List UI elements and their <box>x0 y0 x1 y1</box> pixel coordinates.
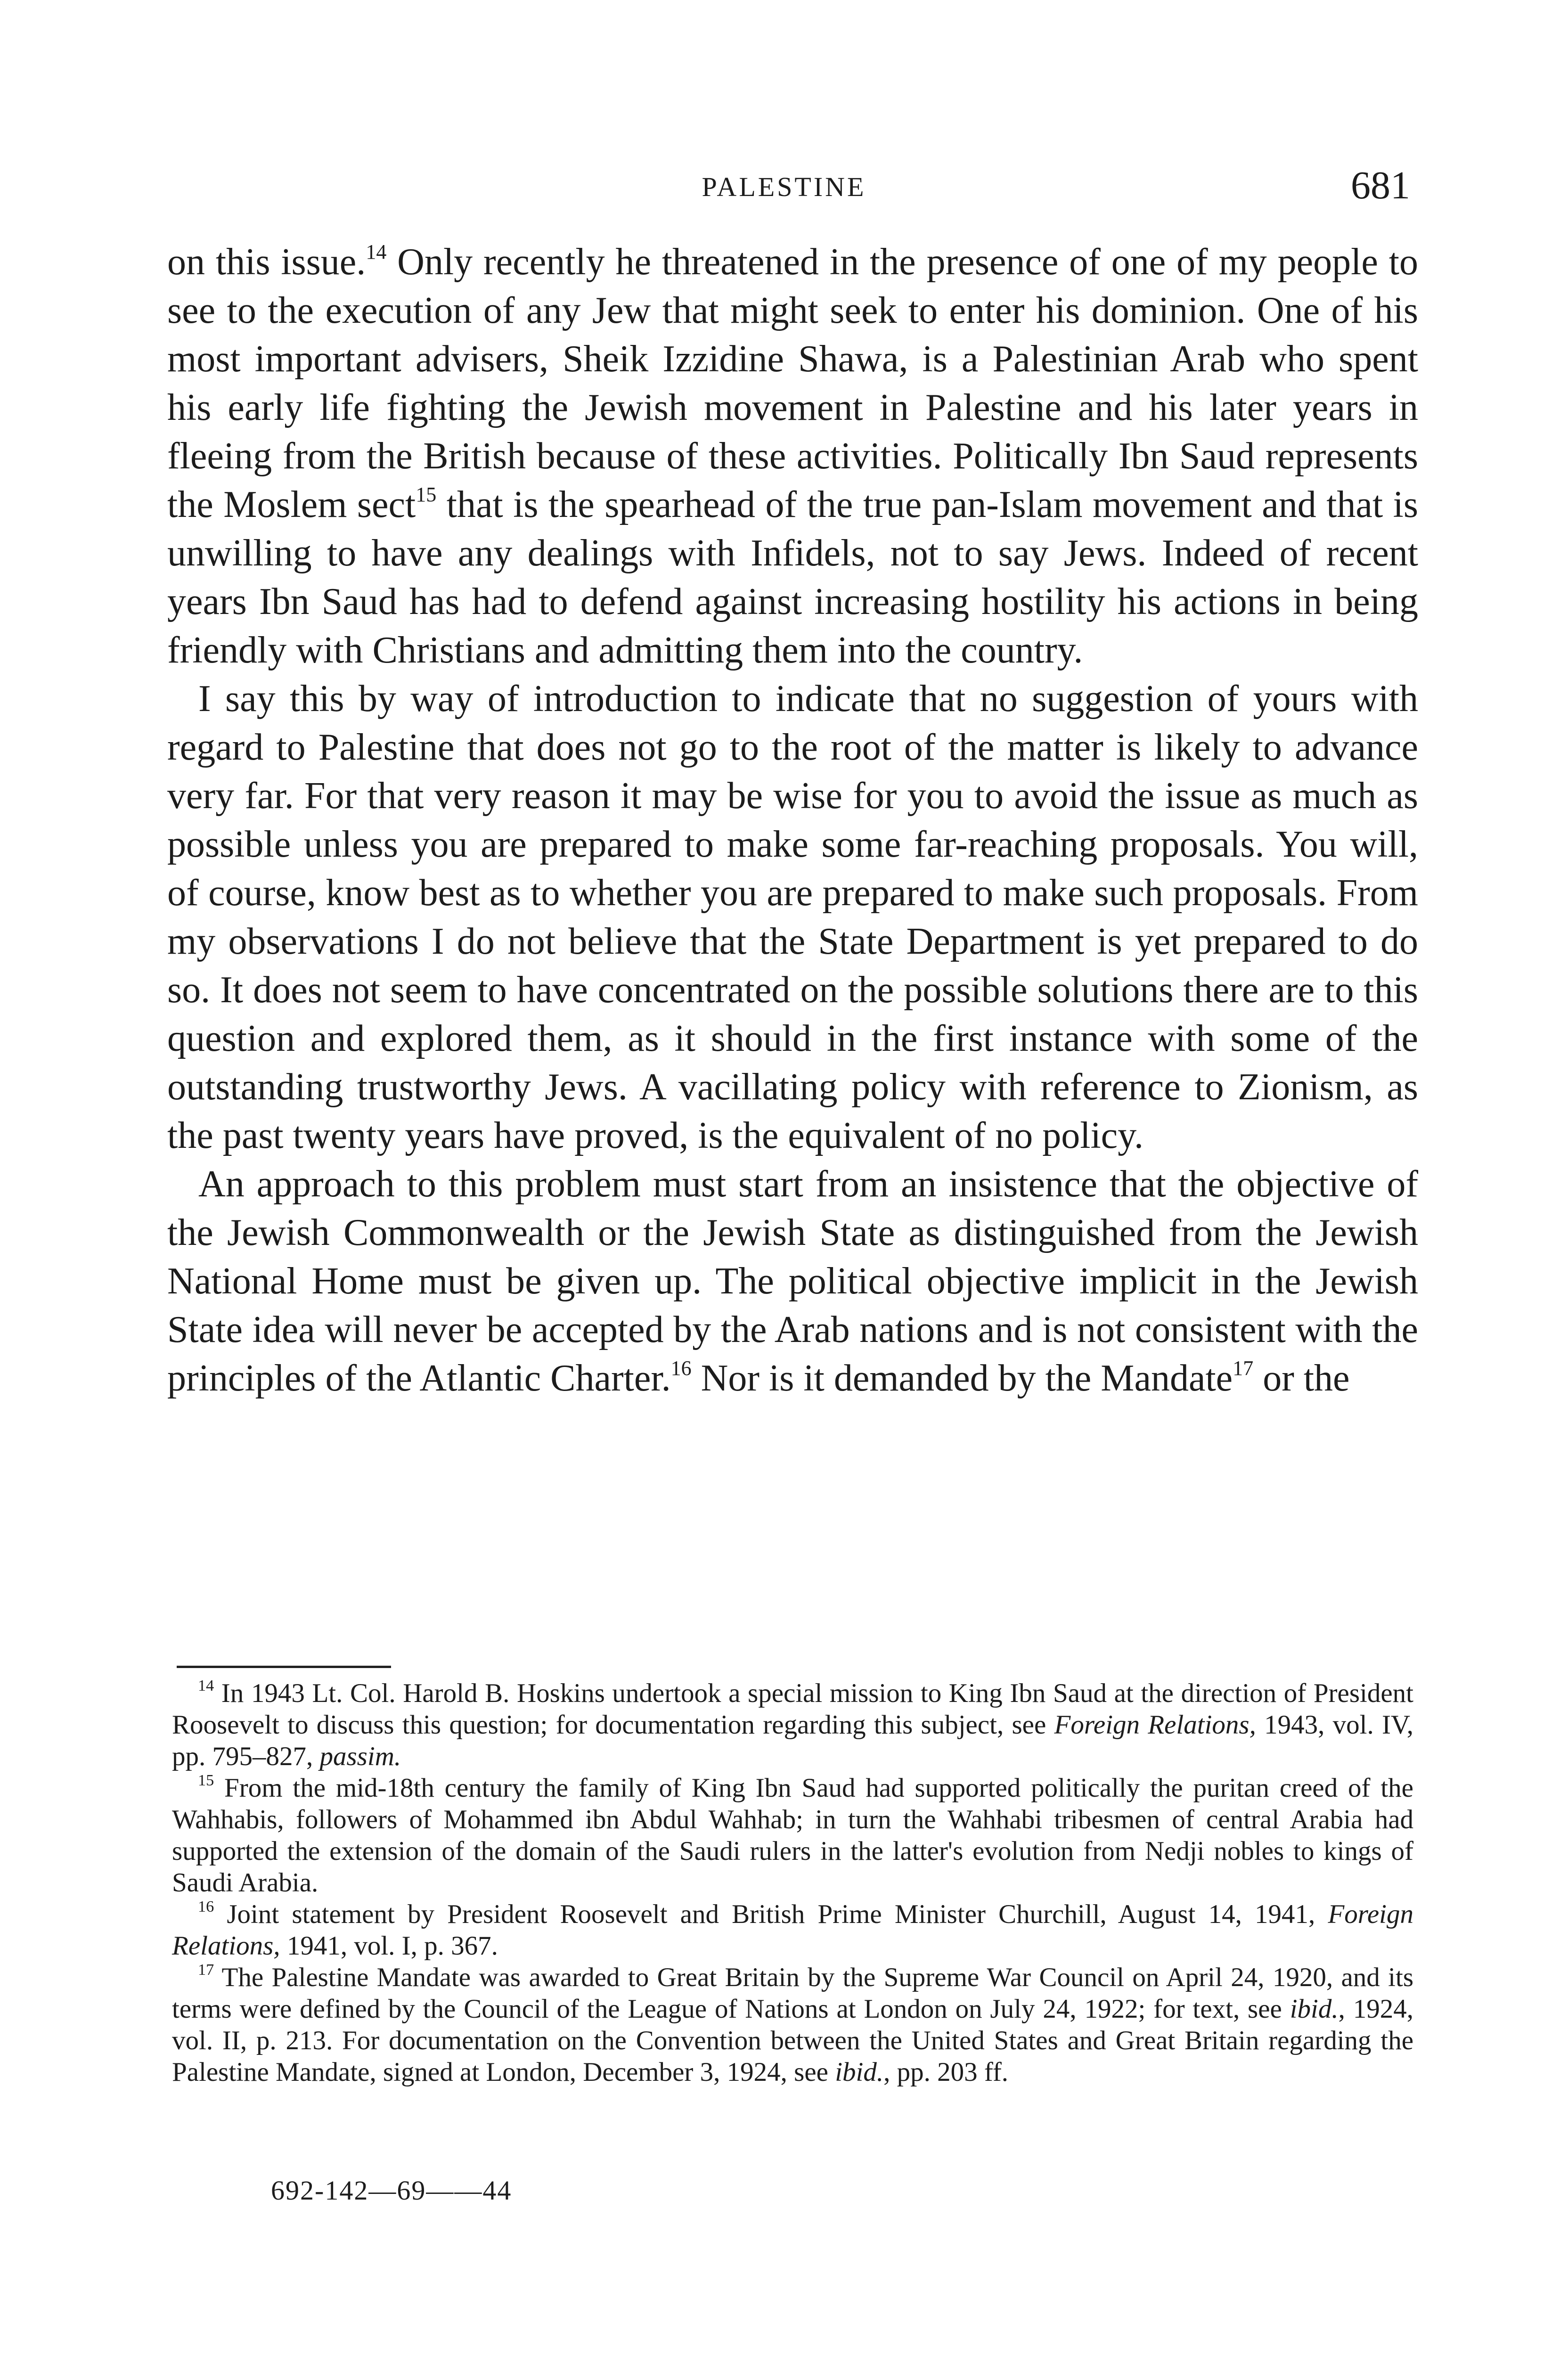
footnote-marker: 16 <box>198 1898 214 1916</box>
footnote-text: The Palestine Mandate was awarded to Great Britain by the Supreme War Council on April 24, 1920, and its terms were defined by the Council of the League of Nations at London on July 24, 1922; for text, see <box>172 1963 1413 2024</box>
footnote-14 <box>172 1677 1413 1772</box>
paragraph-3-text-a: An approach to this problem must start from an insistence that the objective of the Jewish Commonwealth or the Jewish State as distinguished from the Jewish National Home must be given up. The political objective implicit in the Jewish State idea will never be accepted by the Arab nations and is not consistent with the principles of the Atlantic Charter. <box>167 1163 1418 1399</box>
footnote-ref-17: 17 <box>1233 1357 1254 1380</box>
footnote-marker: 17 <box>198 1961 214 1979</box>
footnote-text: , pp. 203 ff. <box>883 2057 1009 2087</box>
paragraph-1-text-b: Only recently he threatened in the presence of one of my people to see to the execution of any Jew that might seek to enter his dominion. One of his most important advisers, Sheik Izzidine Shawa, is a Palestinian Arab who spent his early life fighting the Jewish movement in Palestine and his later years in fleeing from the British because of these activities. Politically Ibn Saud represents the Moslem sect <box>167 241 1418 525</box>
footnote-text: Joint statement by President Roosevelt and British Prime Minister Churchill, August 14, 1941, <box>214 1899 1328 1929</box>
footnote-text: In 1943 Lt. Col. Harold B. Hoskins undertook a special mission to King Ibn Saud at the direction of President Roosevelt to discuss this question; for documentation regarding this subject, see <box>172 1678 1413 1740</box>
footnote-citation: Foreign Relations, <box>1054 1710 1256 1740</box>
paragraph-1-text-c: that is the spearhead of the true pan-Islam movement and that is unwilling to have any dealings with Infidels, not to say Jews. Indeed of recent years Ibn Saud has had to defend against increasing hostility his actions in being friendly with Christians and admitting them into the country. <box>167 484 1419 671</box>
footnote-text: From the mid-18th century the family of King Ibn Saud had supported politically the puritan creed of the Wahhabis, followers of Mohammed ibn Abdul Wahhab; in turn the Wahhabi tribesmen of central Arabia had supported the extension of the domain of the Saudi rulers in the latter's evolution from Nedji nobles to kings of Saudi Arabia. <box>172 1773 1413 1898</box>
footnote-text: 1943, vol. IV, pp. 795–827, <box>172 1710 1413 1771</box>
footnote-citation: ibid. <box>835 2057 884 2087</box>
footnote-17 <box>172 1962 1413 2088</box>
paragraph-3 <box>167 1160 1418 1403</box>
paragraph-1 <box>167 238 1418 675</box>
footnote-citation: Foreign Relations, <box>172 1899 1413 1961</box>
footnote-citation: passim. <box>319 1742 401 1771</box>
footnote-marker: 14 <box>198 1677 214 1695</box>
footnote-citation: ibid. <box>1290 1994 1339 2024</box>
footnote-16 <box>172 1898 1413 1962</box>
printer-signature: 692-142—69——44 <box>271 2175 512 2206</box>
footnote-ref-16: 16 <box>670 1357 692 1380</box>
footnote-marker: 15 <box>198 1772 214 1790</box>
footnote-ref-15: 15 <box>416 483 437 506</box>
paragraph-2: I say this by way of introduction to indicate that no suggestion of yours with regard to Palestine that does not go to the root of the matter is likely to advance very far. For that very reason it may be wise for you to avoid the issue as much as possible unless you are prepared to make some far-reaching proposals. You will, of course, know best as to whether you are prepared to make such proposals. From my observations I do not believe that the State Department is yet prepared to do so. It does not seem to have concentrated on the possible solutions there are to this question and explored them, as it should in the first instance with some of the outstanding trustworthy Jews. A vacillating policy with reference to Zionism, as the past twenty years have proved, is the equivalent of no policy. <box>167 678 1418 1156</box>
footnote-divider <box>177 1666 391 1668</box>
footnotes <box>172 1677 1413 2088</box>
page-number: 681 <box>1351 164 1410 207</box>
footnote-text: 1941, vol. I, p. 367. <box>280 1931 498 1961</box>
paragraph-3-text-c: or the <box>1253 1358 1350 1399</box>
paragraph-1-text-a: on this issue. <box>167 241 366 283</box>
running-title: PALESTINE <box>702 172 866 202</box>
paragraph-3-text-b: Nor is it demanded by the Mandate <box>691 1358 1233 1399</box>
footnote-text: , 1924, vol. II, p. 213. For documentation on the Convention between the United States and Great Britain regarding the Palestine Mandate, signed at London, December 3, 1924, see <box>172 1994 1413 2087</box>
page-header <box>0 163 1568 219</box>
footnote-15 <box>172 1772 1413 1898</box>
footnote-ref-14: 14 <box>366 240 387 263</box>
body-text <box>167 238 1418 1403</box>
